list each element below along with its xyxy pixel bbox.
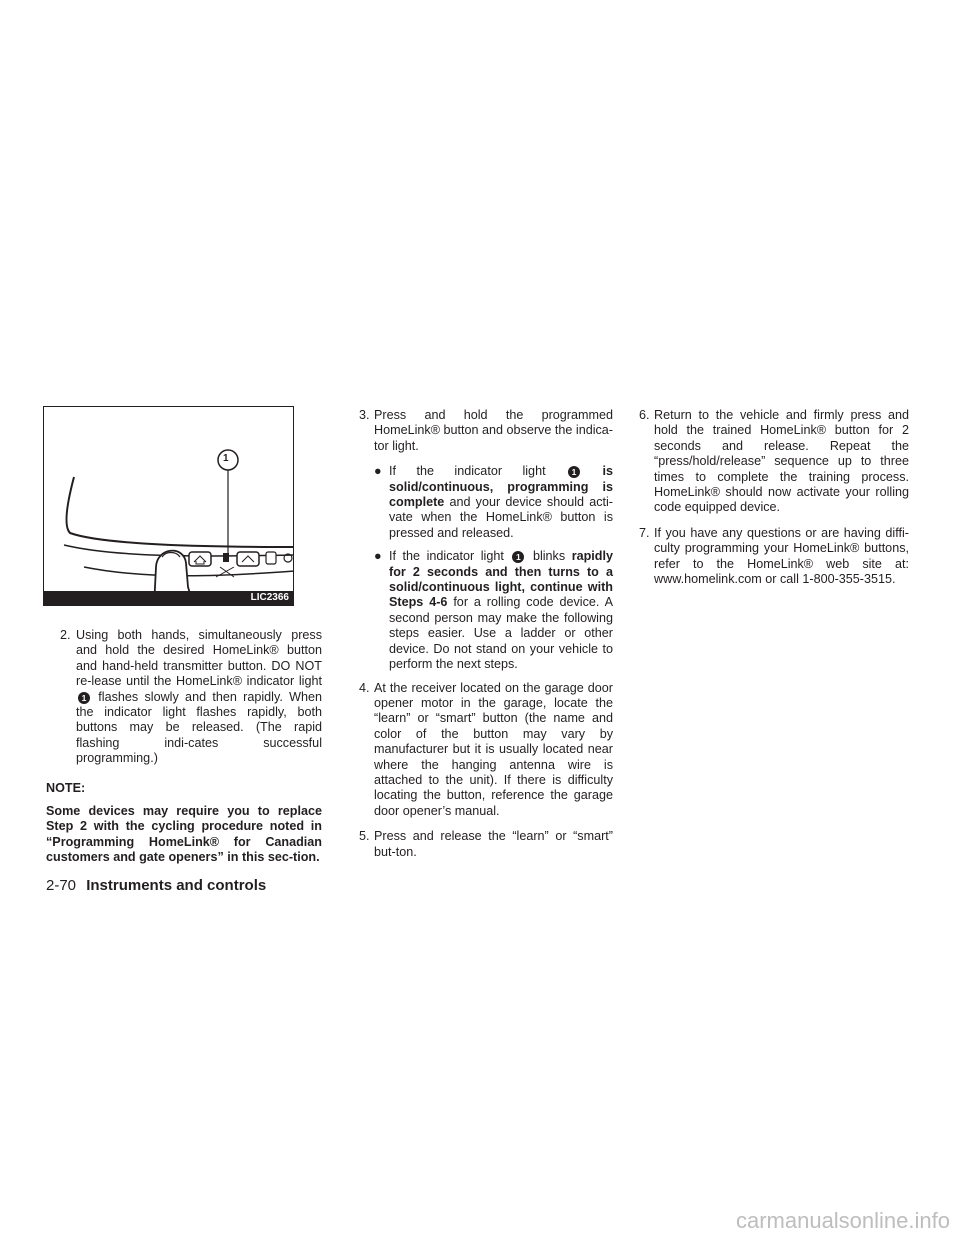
watermark: carmanualsonline.info: [735, 1208, 950, 1233]
page-number: 2-70: [46, 877, 77, 894]
step-4: 4. At the receiver located on the garage door opener motor in the garage, locate the “learn” or “smart” button (the name and color of the button may vary by manufacturer but it is usually located near where the hanging antenna wire is attached to the unit). If there is difficulty locating the button, reference the garage door opener’s manual.: [359, 680, 613, 818]
step-3: 3. Press and hold the programmed HomeLink® button and observe the indica-tor light.: [359, 408, 613, 453]
note-heading: NOTE:: [46, 780, 86, 795]
indicator-callout-icon: 1: [568, 466, 580, 478]
step-2: 2. Using both hands, simultaneously press and hold the desired HomeLink® button and hand-held transmitter button. DO NOT re-lease until the HomeLink® indicator light 1 flashes slowly and then rapidly. When the indicator light flashes rapidly, both buttons may be released. (The rapid flashing indi-cates successful programming.): [60, 628, 322, 766]
step-7: 7. If you have any questions or are having diffi-culty programming your HomeLink® buttons, refer to the HomeLink® web site at: www.homelink.com or call 1-800-355-3515.: [639, 525, 909, 587]
section-title: Instruments and controls: [86, 877, 267, 894]
homelink-button-2: [237, 552, 259, 566]
column-2: [359, 408, 613, 870]
column-3: [639, 408, 909, 597]
bullet-blinks: ● If the indicator light 1 blinks rapidly for 2 seconds and then turns to a solid/continuous light, continue with Steps 4-6 for a rolling code device. A second person may make the following steps easier. Use a ladder or other device. Do not stand on your vehicle to perform the next steps.: [374, 549, 614, 672]
homelink-illustration: [43, 406, 294, 606]
mirror-console-drawing: [44, 407, 294, 606]
indicator-callout-icon: 1: [512, 551, 524, 563]
page-footer: [46, 877, 266, 894]
callout-number: 1: [223, 453, 229, 464]
bullet-icon: ●: [374, 464, 382, 479]
column-1: [46, 628, 322, 866]
indicator-callout-icon: 1: [78, 692, 90, 704]
bullet-icon: ●: [374, 549, 382, 564]
figure-label: LIC2366: [44, 591, 293, 605]
step-6: 6. Return to the vehicle and firmly press and hold the trained HomeLink® button for 2 seconds and release. Repeat the “press/hold/release” sequence up to three times to complete the training process. HomeLink® should now activate your rolling code equipped device.: [639, 408, 909, 515]
step-5: 5. Press and release the “learn” or “smart” but-ton.: [359, 829, 613, 859]
bullet-solid: ● If the indicator light 1 is solid/continuous, programming is complete and your device should acti-vate when the HomeLink® button is pressed and released.: [374, 464, 613, 540]
note-body: Some devices may require you to replace Step 2 with the cycling procedure noted in “Programming HomeLink® for Canadian customers and gate openers” in this sec-tion.: [46, 804, 322, 865]
indicator-light: [223, 553, 229, 562]
